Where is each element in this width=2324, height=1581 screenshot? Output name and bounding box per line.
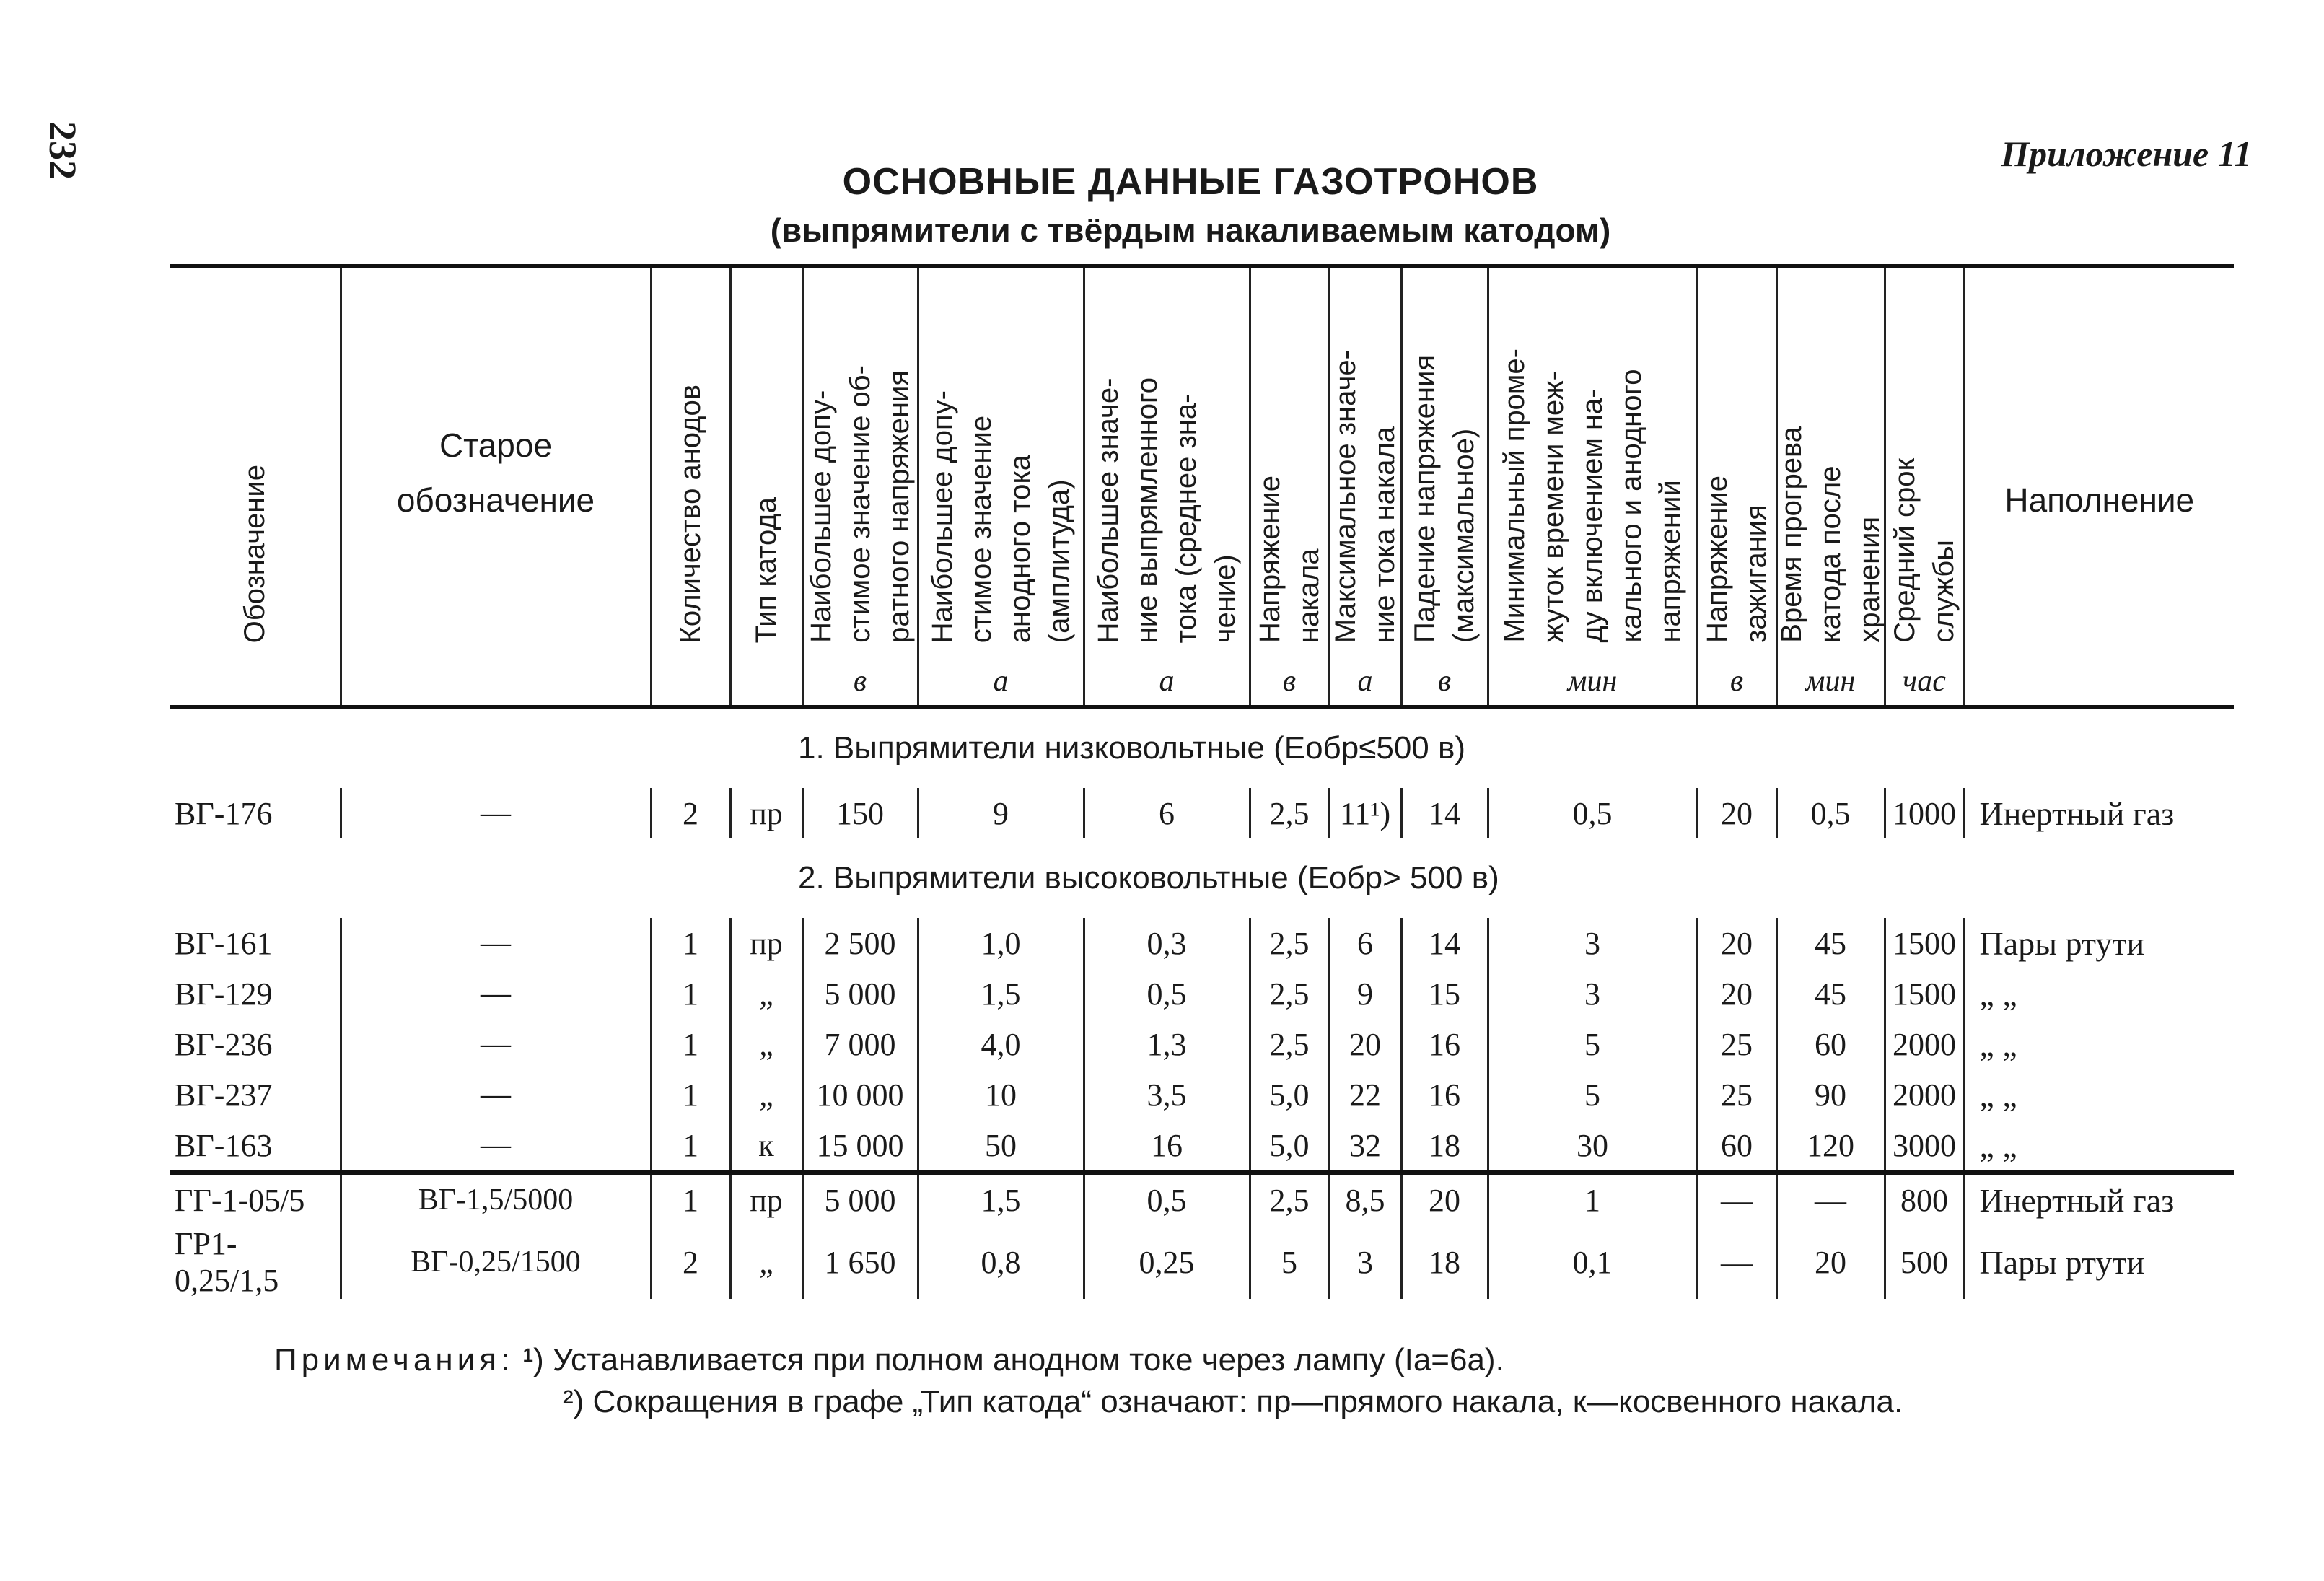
cell-designation: ВГ-236 (175, 1026, 273, 1062)
page-title: ОСНОВНЫЕ ДАННЫЕ ГАЗОТРОНОВ (842, 161, 1539, 203)
cell-ignition-voltage: — (1697, 1173, 1776, 1225)
cell-voltage-drop: 16 (1401, 1069, 1488, 1120)
cell-filling: Пары ртути (1964, 1225, 2234, 1299)
cell-rectified-current: 1,3 (1084, 1019, 1250, 1069)
cell-anode-current: 1,5 (918, 968, 1084, 1019)
cell-rectified-current: 0,3 (1084, 918, 1250, 968)
table-row (170, 918, 2234, 968)
cell-rectified-current: 6 (1084, 788, 1250, 838)
cell-anode-current: 50 (918, 1120, 1084, 1173)
cell-rectified-current: 0,5 (1084, 968, 1250, 1019)
section-header (170, 838, 2234, 918)
cell-old-designation: — (341, 1120, 651, 1173)
cell-voltage-drop: 15 (1401, 968, 1488, 1019)
col-header-rectified-current: Наибольшее значе- ние выпрямленного тока (среднее зна- чение) (1084, 266, 1250, 658)
table-row (170, 1173, 2234, 1225)
cell-reverse-voltage: 15 000 (802, 1120, 918, 1173)
col-header-warmup-time: Время прогрева катода после хранения (1776, 266, 1885, 658)
page-number: 232 (41, 121, 84, 180)
cell-service-life: 1500 (1885, 918, 1964, 968)
cell-old-designation: — (341, 1069, 651, 1120)
cell-rectified-current: 0,5 (1084, 1173, 1250, 1225)
unit-cell: в (1250, 657, 1329, 707)
cell-filament-current: 9 (1329, 968, 1401, 1019)
cell-filament-voltage: 2,5 (1250, 1173, 1329, 1225)
cell-reverse-voltage: 5 000 (802, 968, 918, 1019)
gasotron-table (170, 264, 2234, 1299)
cell-warmup-time: 45 (1776, 968, 1885, 1019)
col-header-service-life: Средний срок службы (1885, 266, 1964, 658)
notes-label: Примечания: (274, 1342, 514, 1378)
cell-warmup-time: — (1776, 1173, 1885, 1225)
cell-service-life: 800 (1885, 1173, 1964, 1225)
cell-filament-voltage: 5 (1250, 1225, 1329, 1299)
unit-cell (1964, 657, 2234, 707)
cell-warmup-time: 0,5 (1776, 788, 1885, 838)
cell-filament-current: 32 (1329, 1120, 1401, 1173)
appendix-label: Приложение 11 (2001, 133, 2252, 174)
units-row (170, 657, 2234, 707)
cell-filament-current: 6 (1329, 918, 1401, 968)
cell-anode-count: 1 (651, 918, 730, 968)
cell-old-designation: — (341, 788, 651, 838)
cell-anode-count: 1 (651, 968, 730, 1019)
col-header-ignition-voltage: Напряжение зажигания (1697, 266, 1776, 658)
cell-anode-current: 1,0 (918, 918, 1084, 968)
unit-cell: мин (1776, 657, 1885, 707)
cell-anode-count: 1 (651, 1173, 730, 1225)
cell-ignition-voltage: 60 (1697, 1120, 1776, 1173)
cell-voltage-drop: 20 (1401, 1173, 1488, 1225)
col-header-reverse-voltage: Наибольшее допу- стимое значение об- ратного напряжения (802, 266, 918, 658)
cell-anode-count: 1 (651, 1069, 730, 1120)
cell-min-delay: 5 (1488, 1069, 1697, 1120)
cell-reverse-voltage: 7 000 (802, 1019, 918, 1069)
cell-anode-current: 4,0 (918, 1019, 1084, 1069)
cell-reverse-voltage: 150 (802, 788, 918, 838)
section-title: 1. Выпрямители низковольтные (Eобр≤500 в) (798, 730, 1466, 766)
page-subtitle: (выпрямители с твёрдым накаливаемым катодом) (770, 211, 1611, 249)
col-header-voltage-drop: Падение напряжения (максимальное) (1401, 266, 1488, 658)
cell-filament-voltage: 2,5 (1250, 968, 1329, 1019)
cell-reverse-voltage: 1 650 (802, 1225, 918, 1299)
cell-service-life: 1500 (1885, 968, 1964, 1019)
cell-min-delay: 1 (1488, 1173, 1697, 1225)
cell-anode-current: 10 (918, 1069, 1084, 1120)
col-header-filament-voltage: Напряжение накала (1250, 266, 1329, 658)
cell-warmup-time: 20 (1776, 1225, 1885, 1299)
cell-filling: „ „ (1964, 1120, 2234, 1173)
cell-anode-count: 2 (651, 1225, 730, 1299)
cell-designation: ВГ-161 (175, 925, 273, 961)
unit-cell: час (1885, 657, 1964, 707)
section-header (170, 707, 2234, 789)
cell-anode-current: 0,8 (918, 1225, 1084, 1299)
notes (274, 1339, 1903, 1423)
cell-designation: ВГ-163 (175, 1127, 273, 1163)
cell-anode-count: 1 (651, 1019, 730, 1069)
cell-designation: ГГ-1-05/5 (170, 1173, 341, 1225)
col-header-filling: Наполнение (1964, 266, 2234, 658)
cell-old-designation: — (341, 968, 651, 1019)
table-row (170, 1225, 2234, 1299)
unit-cell: а (1329, 657, 1401, 707)
cell-voltage-drop: 14 (1401, 788, 1488, 838)
unit-cell: а (918, 657, 1084, 707)
cell-filament-voltage: 2,5 (1250, 1019, 1329, 1069)
col-header-anode-current: Наибольшее допу- стимое значение анодного тока (амплитуда) (918, 266, 1084, 658)
cell-rectified-current: 16 (1084, 1120, 1250, 1173)
header-row (170, 266, 2234, 658)
unit-cell: в (802, 657, 918, 707)
cell-anode-count: 1 (651, 1120, 730, 1173)
cell-filling: Пары ртути (1964, 918, 2234, 968)
cell-cathode-type: „ (730, 1069, 802, 1120)
cell-warmup-time: 90 (1776, 1069, 1885, 1120)
col-header-old-designation: Старое обозначение (341, 266, 651, 658)
cell-cathode-type: пр (730, 918, 802, 968)
unit-cell (651, 657, 730, 707)
table-row (170, 788, 2234, 838)
cell-filling: „ „ (1964, 1069, 2234, 1120)
cell-min-delay: 30 (1488, 1120, 1697, 1173)
note-2: ²) Сокращения в графе „Тип катода“ означают: пр—прямого накала, к—косвенного накала. (563, 1384, 1903, 1419)
unit-cell (170, 657, 341, 707)
table-row (170, 968, 2234, 1019)
cell-filament-voltage: 5,0 (1250, 1120, 1329, 1173)
cell-cathode-type: „ (730, 1019, 802, 1069)
cell-min-delay: 0,5 (1488, 788, 1697, 838)
cell-warmup-time: 120 (1776, 1120, 1885, 1173)
cell-filament-voltage: 5,0 (1250, 1069, 1329, 1120)
unit-cell (341, 657, 651, 707)
col-header-cathode-type: Тип катода (730, 266, 802, 658)
cell-cathode-type: „ (730, 968, 802, 1019)
cell-filling: Инертный газ (1964, 788, 2234, 838)
cell-filament-voltage: 2,5 (1250, 788, 1329, 838)
unit-cell: мин (1488, 657, 1697, 707)
cell-min-delay: 3 (1488, 968, 1697, 1019)
cell-anode-current: 9 (918, 788, 1084, 838)
cell-filament-current: 8,5 (1329, 1173, 1401, 1225)
cell-filament-current: 22 (1329, 1069, 1401, 1120)
cell-voltage-drop: 18 (1401, 1120, 1488, 1173)
cell-filament-voltage: 2,5 (1250, 918, 1329, 968)
cell-ignition-voltage: 20 (1697, 788, 1776, 838)
cell-cathode-type: пр (730, 788, 802, 838)
cell-anode-count: 2 (651, 788, 730, 838)
col-header-designation: Обозначение (170, 266, 341, 658)
cell-ignition-voltage: — (1697, 1225, 1776, 1299)
cell-old-designation: — (341, 918, 651, 968)
cell-service-life: 2000 (1885, 1069, 1964, 1120)
note-1: ¹) Устанавливается при полном анодном токе через лампу (Iа=6а). (522, 1342, 1504, 1378)
unit-cell: в (1697, 657, 1776, 707)
cell-min-delay: 0,1 (1488, 1225, 1697, 1299)
cell-designation: ГР1-0,25/1,5 (175, 1226, 279, 1298)
cell-warmup-time: 60 (1776, 1019, 1885, 1069)
cell-designation: ВГ-237 (175, 1077, 273, 1113)
cell-rectified-current: 0,25 (1084, 1225, 1250, 1299)
table-body (170, 707, 2234, 1300)
cell-ignition-voltage: 25 (1697, 1069, 1776, 1120)
cell-service-life: 1000 (1885, 788, 1964, 838)
unit-cell: а (1084, 657, 1250, 707)
table-row (170, 1069, 2234, 1120)
cell-service-life: 500 (1885, 1225, 1964, 1299)
section-title: 2. Выпрямители высоковольтные (Eобр> 500 в) (798, 860, 1499, 895)
cell-filament-current: 11¹) (1329, 788, 1401, 838)
cell-voltage-drop: 14 (1401, 918, 1488, 968)
cell-rectified-current: 3,5 (1084, 1069, 1250, 1120)
cell-old-designation: — (341, 1019, 651, 1069)
cell-filling: Инертный газ (1964, 1173, 2234, 1225)
cell-filling: „ „ (1964, 968, 2234, 1019)
cell-cathode-type: „ (730, 1225, 802, 1299)
cell-filament-current: 3 (1329, 1225, 1401, 1299)
cell-min-delay: 5 (1488, 1019, 1697, 1069)
cell-voltage-drop: 18 (1401, 1225, 1488, 1299)
cell-reverse-voltage: 2 500 (802, 918, 918, 968)
cell-min-delay: 3 (1488, 918, 1697, 968)
unit-cell (730, 657, 802, 707)
cell-ignition-voltage: 25 (1697, 1019, 1776, 1069)
cell-old-designation: ВГ-1,5/5000 (341, 1173, 651, 1225)
cell-filament-current: 20 (1329, 1019, 1401, 1069)
cell-voltage-drop: 16 (1401, 1019, 1488, 1069)
cell-old-designation: ВГ-0,25/1500 (341, 1225, 651, 1299)
cell-reverse-voltage: 10 000 (802, 1069, 918, 1120)
col-header-anode-count: Количество анодов (651, 266, 730, 658)
cell-anode-current: 1,5 (918, 1173, 1084, 1225)
table-row (170, 1120, 2234, 1173)
cell-designation: ВГ-129 (175, 976, 273, 1012)
cell-service-life: 3000 (1885, 1120, 1964, 1173)
table-row (170, 1019, 2234, 1069)
cell-cathode-type: пр (730, 1173, 802, 1225)
cell-reverse-voltage: 5 000 (802, 1173, 918, 1225)
cell-ignition-voltage: 20 (1697, 918, 1776, 968)
col-header-filament-current: Максимальное значе- ние тока накала (1329, 266, 1401, 658)
cell-cathode-type: к (730, 1120, 802, 1173)
cell-filling: „ „ (1964, 1019, 2234, 1069)
cell-service-life: 2000 (1885, 1019, 1964, 1069)
cell-designation: ВГ-176 (175, 795, 273, 831)
unit-cell: в (1401, 657, 1488, 707)
cell-warmup-time: 45 (1776, 918, 1885, 968)
cell-ignition-voltage: 20 (1697, 968, 1776, 1019)
col-header-min-delay: Минимальный проме- жуток времени меж- ду включением на- кального и анодного напряжений (1488, 266, 1697, 658)
